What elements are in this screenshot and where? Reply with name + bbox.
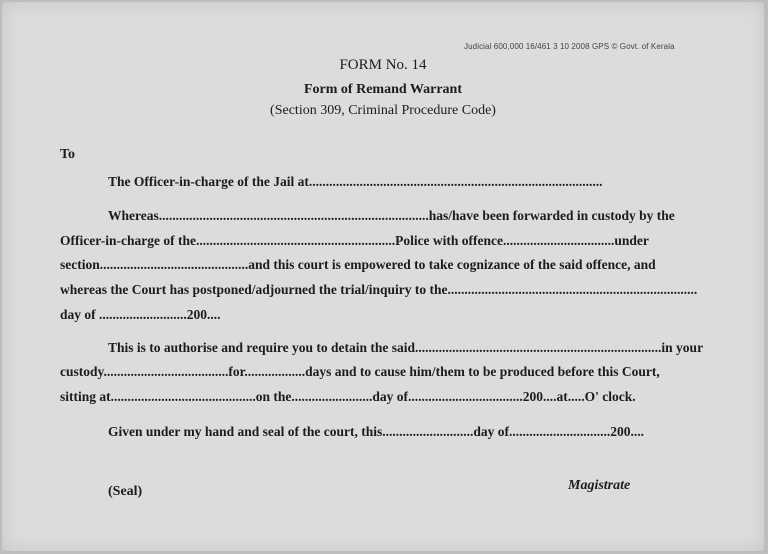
seal-label: (Seal) bbox=[108, 484, 143, 499]
authorise-line-1: This is to authorise and require you to detain the said.........................................................................in your bbox=[108, 340, 704, 355]
authorise-line-3: sitting at...........................................on the........................day of..................................200....at.....O' clock. bbox=[60, 389, 636, 404]
given-under-hand-line: Given under my hand and seal of the court, this...........................day of..............................200.... bbox=[108, 424, 645, 439]
form-paper bbox=[2, 2, 764, 551]
whereas-line-3: section............................................and this court is empowered to take cognizance of the said offence, and bbox=[60, 257, 656, 272]
authorise-line-2: custody.....................................for..................days and to cause him/them to be produced before this Court, bbox=[60, 364, 660, 379]
officer-line: The Officer-in-charge of the Jail at....................................................................................... bbox=[108, 174, 603, 189]
form-title: Form of Remand Warrant bbox=[304, 82, 462, 97]
printer-imprint: Judicial 600,000 16/461 3 10 2008 GPS © Govt. of Kerala bbox=[464, 42, 675, 51]
whereas-line-5: day of ..........................200.... bbox=[60, 307, 221, 322]
form-number: FORM No. 14 bbox=[339, 57, 427, 73]
whereas-line-4: whereas the Court has postponed/adjourned the trial/inquiry to the.......................................................................... bbox=[60, 282, 698, 297]
addressee-to: To bbox=[60, 147, 76, 162]
form-section-reference: (Section 309, Criminal Procedure Code) bbox=[270, 103, 496, 118]
magistrate-label: Magistrate bbox=[568, 478, 631, 493]
whereas-line-2: Officer-in-charge of the...........................................................Police with offence.................................under bbox=[60, 233, 649, 248]
whereas-line-1: Whereas................................................................................has/have been forwarded in custody by the bbox=[108, 208, 675, 223]
